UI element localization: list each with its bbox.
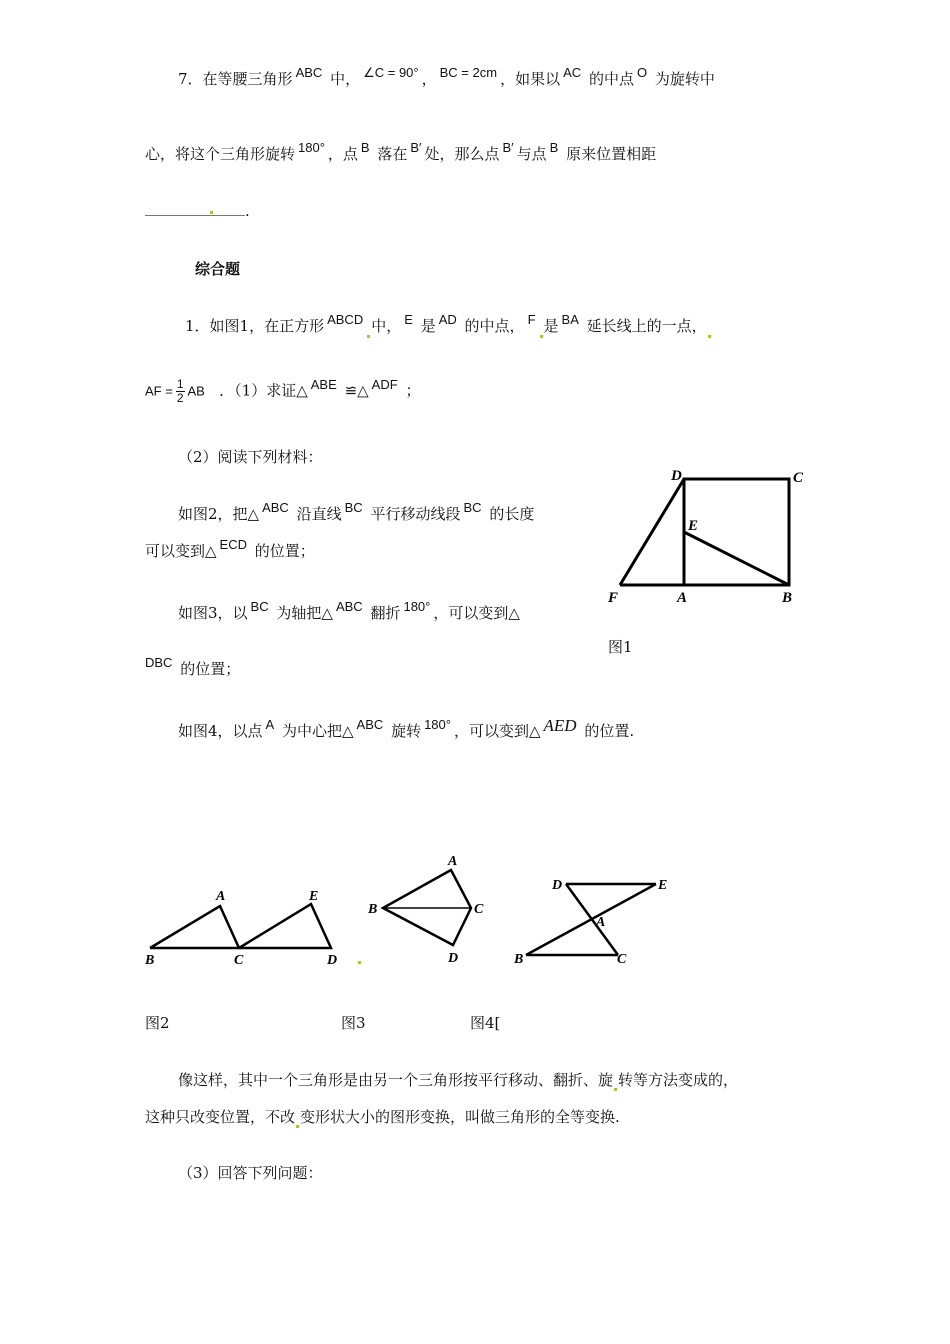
math-a: A [265, 717, 275, 732]
math-dbc: DBC [145, 655, 173, 670]
triangle-abc [150, 906, 239, 948]
math-abc: ABC [335, 599, 363, 614]
math-b-prime: B′ [410, 140, 422, 155]
label-c: C [234, 953, 244, 968]
math-180-deg: 180° [298, 140, 325, 155]
math-abc: ABC [295, 65, 323, 80]
p3-line-1: 如图2，把△ ABC 沿直线 BC 平行移动线段 BC 的长度 [178, 500, 535, 523]
fraction-one-half: $\frac{1}{2}$ [176, 377, 184, 405]
figure-2-diagram [138, 880, 353, 970]
math-b: B [360, 140, 370, 155]
figure-4-caption: 图4[ [470, 1014, 501, 1032]
label-d: D [671, 468, 682, 484]
p6-line-2: 这种只改变位置，不改 变形状大小的图形变换，叫做三角形的全等变换. [145, 1108, 620, 1126]
math-abc: ABC [356, 717, 384, 732]
math-ad: AD [438, 312, 457, 327]
problem-number: 1． [185, 317, 210, 335]
label-b: B [782, 590, 793, 606]
figure-1-diagram [600, 462, 815, 607]
segment-cd [566, 884, 618, 955]
section-title: 综合题 [195, 260, 241, 278]
figure-3-diagram [363, 850, 493, 970]
p7-line: （3）回答下列问题： [178, 1164, 323, 1182]
p4-line-2: DBC 的位置； [145, 655, 241, 678]
p1-line-2: AF = $\frac{1}{2}$ AB ．（1）求证△ ABE ≌△ ADF ； [145, 376, 421, 405]
math-b-prime-2: B′ [502, 140, 514, 155]
p5-line: 如图4，以点 A 为中心把△ ABC 旋转 180° ，可以变到△ AED 的位置. [178, 716, 635, 740]
math-180-deg: 180° [424, 717, 451, 732]
label-d: D [448, 951, 459, 966]
label-c: C [474, 902, 484, 917]
q7-line-1: 7．在等腰三角形 ABC 中， ∠C = 90° ， BC = 2cm ，如果以 AC 的中点 O 为旋转中 [178, 65, 715, 88]
stray-dot [358, 961, 361, 964]
p4-line-1: 如图3，以 BC 为轴把△ ABC 翻折 180° ，可以变到△ [178, 599, 520, 622]
figure-4-diagram [508, 870, 683, 970]
label-b: B [514, 952, 524, 967]
math-b-2: B [549, 140, 559, 155]
q7-line-2: 心，将这个三角形旋转 180° ，点 B 落在 B′ 处，那么点 B′ 与点 B 原来位置相距 [145, 140, 657, 163]
math-ba: BA [561, 312, 579, 327]
math-ac: AC [563, 65, 582, 80]
label-c: C [793, 470, 804, 486]
p2-line: （2）阅读下列材料： [178, 448, 323, 466]
figure-2-caption: 图2 [145, 1014, 170, 1032]
label-a: A [216, 889, 226, 904]
label-a: A [677, 590, 688, 606]
label-a: A [448, 854, 458, 869]
math-abe: ABE [310, 376, 337, 392]
congruent-symbol: ≌△ [344, 381, 369, 400]
answer-blank[interactable] [145, 201, 245, 216]
square-abcd [684, 479, 789, 585]
math-bc-2: BC [463, 500, 482, 515]
math-af: AF = [145, 383, 173, 399]
label-b: B [368, 902, 378, 917]
question-number: 7． [178, 70, 203, 88]
segment-eb [684, 532, 789, 585]
triangle-ecd [239, 904, 331, 948]
math-bc-length: BC = 2cm [439, 65, 498, 80]
p3-line-2: 可以变到△ ECD 的位置； [145, 537, 315, 560]
label-a: A [596, 915, 606, 930]
label-d: D [552, 878, 563, 893]
label-d: D [327, 953, 338, 968]
math-bc: BC [344, 500, 363, 515]
label-e: E [688, 518, 699, 534]
math-o: O [636, 65, 648, 80]
math-adf: ADF [371, 376, 398, 392]
math-abc: ABC [262, 500, 289, 515]
label-f: F [608, 590, 619, 606]
math-180-deg: 180° [403, 599, 431, 614]
label-e: E [309, 889, 319, 904]
math-ab: AB [187, 383, 205, 399]
figure-1-caption: 图1 [608, 638, 633, 656]
label-e: E [658, 878, 668, 893]
math-bc: BC [250, 599, 269, 614]
p6-line-1: 像这样，其中一个三角形是由另一个三角形按平行移动、翻折、旋 转等方法变成的， [178, 1071, 739, 1089]
figure-3-caption: 图3 [341, 1014, 366, 1032]
label-b: B [145, 953, 155, 968]
label-c: C [617, 952, 627, 967]
math-f: F [527, 312, 536, 327]
q7-answer-line: . [145, 200, 250, 222]
math-angle-c: ∠C = 90° [363, 65, 419, 80]
math-ecd: ECD [219, 537, 247, 552]
math-aed: AED [543, 716, 577, 735]
p1-line-1: 1．如图1，在正方形 ABCD 中， E 是 AD 的中点， F 是 BA 延长线上的一点， [185, 315, 712, 338]
math-abcd: ABCD [327, 312, 364, 327]
math-e: E [404, 312, 413, 327]
segment-fd [620, 479, 684, 585]
